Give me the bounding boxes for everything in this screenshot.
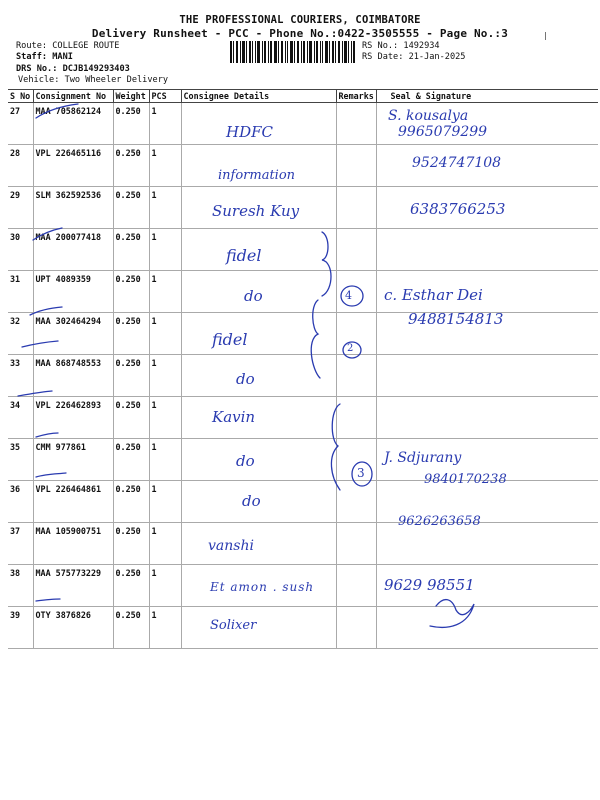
cell-pcs: 1 — [149, 481, 181, 523]
cell-consignment: VPL 226465116 — [33, 145, 113, 187]
cell-weight: 0.250 — [113, 103, 149, 145]
cell-consignment: OTY 3876826 — [33, 607, 113, 649]
signature-squiggle — [430, 600, 474, 628]
vehicle-label: Vehicle: Two Wheeler Delivery — [18, 75, 169, 85]
cell-sno: 27 — [8, 103, 33, 145]
tick-mark-27 — [36, 104, 78, 118]
cell-consignment: MAA 105900751 — [33, 523, 113, 565]
cell-sno: 28 — [8, 145, 33, 187]
tick-mark-34 — [18, 391, 52, 396]
brace-label: 2 — [347, 343, 354, 354]
cell-weight: 0.250 — [113, 565, 149, 607]
col-header-signature: Seal & Signature — [376, 90, 598, 103]
corner-tick-icon: | — [543, 31, 548, 40]
hw-consignee: Kavin — [212, 408, 256, 426]
hw-signature: 9840170238 — [424, 472, 507, 487]
cell-sno: 39 — [8, 607, 33, 649]
hw-signature: c. Esthar Dei — [384, 286, 483, 304]
cell-weight: 0.250 — [113, 229, 149, 271]
hw-consignee: do — [242, 492, 261, 510]
col-header-remarks: Remarks — [336, 90, 376, 103]
hw-consignee: Suresh Kuy — [212, 202, 300, 220]
hw-consignee: vanshi — [208, 538, 254, 554]
hw-signature: J. Sdjurany — [384, 450, 462, 466]
drs-label: DRS No.: DCJB149293403 — [16, 64, 130, 74]
cell-sno: 37 — [8, 523, 33, 565]
company-title: THE PROFESSIONAL COURIERS, COIMBATORE — [179, 14, 421, 26]
cell-consignment: CMM 977861 — [33, 439, 113, 481]
cell-sno: 33 — [8, 355, 33, 397]
cell-pcs: 1 — [149, 145, 181, 187]
cell-consignment: MAA 200077418 — [33, 229, 113, 271]
cell-sno: 30 — [8, 229, 33, 271]
cell-pcs: 1 — [149, 313, 181, 355]
cell-consignment: MAA 575773229 — [33, 565, 113, 607]
hw-consignee: do — [236, 370, 255, 388]
staff-label: Staff: MANI — [16, 52, 73, 62]
hw-signature: 9629 98551 — [384, 576, 475, 594]
col-header-weight: Weight — [113, 90, 149, 103]
cell-sno: 38 — [8, 565, 33, 607]
cell-pcs: 1 — [149, 271, 181, 313]
cell-pcs: 1 — [149, 607, 181, 649]
cell-weight: 0.250 — [113, 313, 149, 355]
cell-consignment: UPT 4089359 — [33, 271, 113, 313]
cell-pcs: 1 — [149, 523, 181, 565]
hw-signature: 9488154813 — [408, 310, 504, 328]
brace-label: 4 — [345, 289, 352, 302]
hw-signature: S. kousalya — [388, 108, 469, 124]
tick-mark-39 — [36, 599, 60, 601]
cell-sno: 35 — [8, 439, 33, 481]
cell-sno: 32 — [8, 313, 33, 355]
cell-consignment: SLM 362592536 — [33, 187, 113, 229]
brace-stroke — [331, 404, 340, 490]
brace-label: 3 — [357, 466, 365, 480]
cell-pcs: 1 — [149, 355, 181, 397]
cell-weight: 0.250 — [113, 145, 149, 187]
cell-consignment: MAA 302464294 — [33, 313, 113, 355]
cell-weight: 0.250 — [113, 481, 149, 523]
cell-pcs: 1 — [149, 439, 181, 481]
cell-weight: 0.250 — [113, 607, 149, 649]
col-header-consignee: Consignee Details — [181, 90, 336, 103]
cell-pcs: 1 — [149, 229, 181, 271]
route-label: Route: COLLEGE ROUTE — [16, 41, 120, 51]
hw-signature: 9524747108 — [412, 155, 502, 171]
cell-weight: 0.250 — [113, 523, 149, 565]
cell-pcs: 1 — [149, 565, 181, 607]
hw-consignee: information — [218, 168, 296, 183]
rs-date: RS Date: 21-Jan-2025 — [362, 52, 466, 62]
col-header-pcs: PCS — [149, 90, 181, 103]
cell-weight: 0.250 — [113, 439, 149, 481]
tick-mark-30 — [33, 228, 62, 240]
cell-pcs: 1 — [149, 103, 181, 145]
cell-pcs: 1 — [149, 187, 181, 229]
hw-consignee: Solixer — [210, 618, 257, 633]
cell-consignment: VPL 226462893 — [33, 397, 113, 439]
cell-pcs: 1 — [149, 397, 181, 439]
hw-consignee: do — [244, 287, 263, 305]
rs-number: RS No.: 1492934 — [362, 41, 440, 51]
cell-weight: 0.250 — [113, 187, 149, 229]
cell-sno: 36 — [8, 481, 33, 523]
tick-mark-36 — [36, 473, 66, 477]
tick-mark-35 — [36, 433, 58, 437]
cell-weight: 0.250 — [113, 397, 149, 439]
cell-weight: 0.250 — [113, 355, 149, 397]
hw-signature: 9965079299 — [398, 124, 488, 140]
col-header-consignment: Consignment No — [33, 90, 113, 103]
tick-mark-33 — [22, 341, 58, 347]
cell-sno: 31 — [8, 271, 33, 313]
cell-sno: 34 — [8, 397, 33, 439]
cell-consignment: VPL 226464861 — [33, 481, 113, 523]
hw-signature: 9626263658 — [398, 514, 481, 529]
hw-consignee: Et amon . sush — [210, 580, 315, 594]
cell-consignment: MAA 868748553 — [33, 355, 113, 397]
cell-sno: 29 — [8, 187, 33, 229]
hw-consignee: fidel — [226, 246, 262, 265]
cell-consignment: MAA 705862124 — [33, 103, 113, 145]
cell-weight: 0.250 — [113, 271, 149, 313]
hw-consignee: HDFC — [226, 123, 273, 141]
brace-stroke — [311, 300, 320, 378]
hw-consignee: fidel — [212, 330, 248, 349]
col-header-sno: S No — [8, 90, 33, 103]
hw-consignee: do — [236, 452, 255, 470]
tick-mark-32 — [30, 307, 62, 315]
runsheet-subtitle: Delivery Runsheet - PCC - Phone No.:0422-3505555 - Page No.:3 — [91, 27, 509, 40]
brace-stroke — [322, 232, 331, 296]
hw-signature: 6383766253 — [410, 200, 506, 218]
